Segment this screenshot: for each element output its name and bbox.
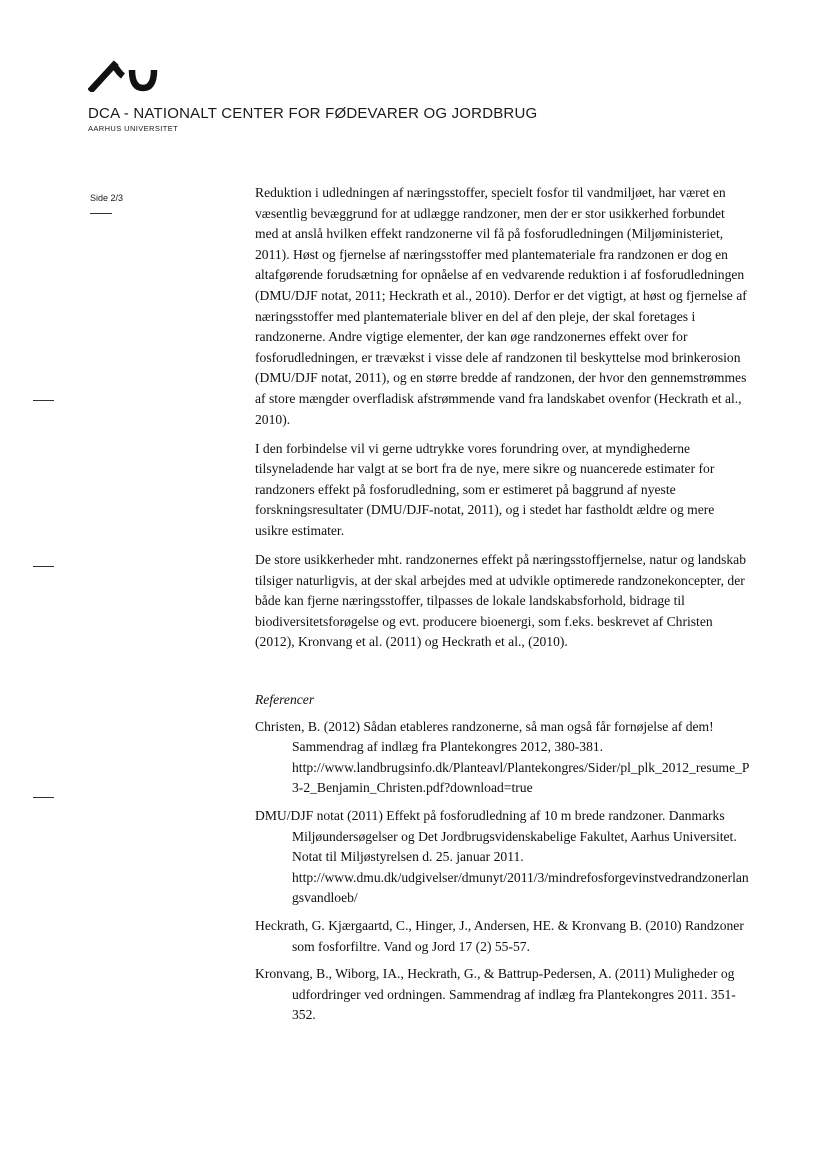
fold-mark xyxy=(33,797,54,798)
references-heading: Referencer xyxy=(255,692,315,708)
page-number: Side 2/3 xyxy=(90,193,124,203)
reference-text: Heckrath, G. Kjærgaartd, C., Hinger, J., Andersen, HE. & Kronvang B. (2010) Randzoner som fosforfiltre. Vand og Jord 17 (2) 55-57. xyxy=(255,918,744,954)
reference-item xyxy=(255,916,750,957)
reference-item xyxy=(255,806,750,909)
fold-mark xyxy=(33,566,54,567)
reference-link[interactable]: http://www.dmu.dk/udgivelser/dmunyt/2011/3/mindrefosforgevinstvedrandzonerlangsvandloeb/ xyxy=(292,869,749,906)
fold-mark xyxy=(33,400,54,401)
body-paragraph: De store usikkerheder mht. randzonernes effekt på næringsstoffjernelse, natur og landskab tilsiger naturligvis, at der skal arbejdes med at udvikle optimerede randzonekoncepter, der både kan fjerne næringsstoffer, tilpasses de lokale landskabsforhold, bidrage til biodiversitetsforøgelse og evt. producere bioenergi, som f.eks. beskrevet af Christen (2012), Kronvang et al. (2011) og Heckrath et al., (2010). xyxy=(255,552,746,650)
reference-link[interactable]: http://www.landbrugsinfo.dk/Planteavl/Plantekongres/Sider/pl_plk_2012_resume_P3-2_Benjamin_Christen.pdf?download=true xyxy=(292,759,750,796)
reference-text: Christen, B. (2012) Sådan etableres randzonerne, så man også får fornøjelse af dem! Sammendrag af indlæg fra Plantekongres 2012, 380-381. xyxy=(255,718,714,755)
reference-item xyxy=(255,964,750,1026)
org-name: DCA - NATIONALT CENTER FOR FØDEVARER OG JORDBRUG xyxy=(88,105,538,122)
reference-item xyxy=(255,717,750,799)
reference-text: DMU/DJF notat (2011) Effekt på fosforudledning af 10 m brede randzoner. Danmarks Miljøundersøgelser og Det Jordbrugsvidenskabelige Fakultet, Aarhus Universitet. Notat til Miljøstyrelsen d. 25. januar 2011. xyxy=(255,808,737,865)
body-paragraph: Reduktion i udledningen af næringsstoffer, specielt fosfor til vandmiljøet, har været en væsentlig bevæggrund for at udlægge randzoner, men der er stor usikkerhed forbundet med at anslå hvilken effekt randzonerne vil få på fosforudledningen (Miljøministeriet, 2011). Høst og fjernelse af næringsstoffer med plantemateriale fra randzonen er dog en altafgørende forudsætning for opnåelse af en vedvarende reduktion i af fosforudledningen (DMU/DJF notat, 2011; Heckrath et al., 2010). Derfor er det vigtigt, at høst og fjernelse af næringsstoffer med plantemateriale bliver en del af den pleje, der skal foretages i randzonerne. Andre vigtige elementer, der kan øge randzonernes effekt over for fosforudledningen, er trævækst i visse dele af randzonen til beskyttelse mod brinkerosion (DMU/DJF notat, 2011), og en større bredde af randzonen, der hvor den gennemstrømmes af store mængder overfladisk afstrømmende vand fra landskabet ovenfor (Heckrath et al., 2010). xyxy=(255,185,747,427)
university-name: AARHUS UNIVERSITET xyxy=(88,124,179,133)
au-logo-icon xyxy=(88,58,160,92)
letter-body xyxy=(255,183,750,1033)
page-number-rule xyxy=(90,213,112,214)
reference-text: Kronvang, B., Wiborg, IA., Heckrath, G., & Battrup-Pedersen, A. (2011) Muligheder og udfordringer ved ordningen. Sammendrag af indlæg fra Plantekongres 2011. 351-352. xyxy=(255,966,736,1023)
body-paragraph: I den forbindelse vil vi gerne udtrykke vores forundring over, at myndighederne tilsyneladende har valgt at se bort fra de nye, mere sikre og nuancerede estimater for randzoners effekt på fosforudledning, som er estimeret på baggrund af nyeste forskningsresultater (DMU/DJF-notat, 2011), og i stedet har fastholdt ældre og mere usikre estimater. xyxy=(255,440,715,538)
